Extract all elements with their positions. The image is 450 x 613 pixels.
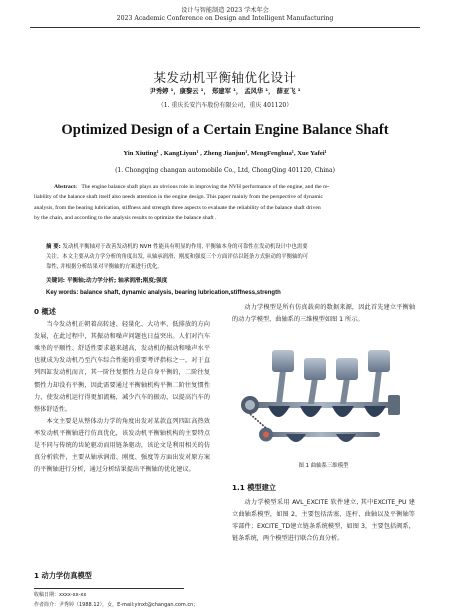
pistons-and-rods bbox=[272, 350, 390, 404]
abstract-en-line: by the chain, and according to the analysis results to optimize the balance shaft . bbox=[34, 214, 217, 221]
conference-header-en: 2023 Academic Conference on Design and Intelligent Manufacturing bbox=[116, 15, 334, 22]
authors-en: Yin Xiuting¹ , KangLiyun¹ , Zheng Jianjun¹, MengFenghua¹, Xue Yafei¹ bbox=[123, 150, 327, 157]
authors-cn: 尹秀婷 ¹，康黎云 ¹， 郑建军 ¹， 孟风华 ¹， 薛亚飞 ¹ bbox=[149, 88, 301, 95]
left-column bbox=[34, 306, 210, 476]
paper-title-en: Optimized Design of a Certain Engine Balance Shaft bbox=[61, 122, 389, 138]
affiliation-en: (1. Chongqing changan automobile Co., Ltd, ChongQing 401120, China) bbox=[115, 167, 335, 174]
right-column-bottom bbox=[232, 497, 415, 545]
keywords-en: Key words: balance shaft, dynamic analysis, bearing lubrication,stiffness,strength bbox=[46, 290, 281, 296]
footnote-author: 作者简介：尹秀婷（1988.12），女，E-mail:yinxt@changan.com.cn； bbox=[34, 602, 199, 608]
drive-chain bbox=[250, 414, 266, 428]
abstract-en-line: liability of the balance shaft itself also needs attention in the engine design. This paper mainly from the perspective of dynamic bbox=[34, 194, 324, 201]
section-heading-1: 1 动力学仿真模型 bbox=[34, 571, 92, 580]
abstract-cn-label: 摘 要: bbox=[46, 244, 61, 250]
crankshaft-figure bbox=[238, 340, 406, 452]
right-column-top bbox=[232, 302, 415, 326]
keywords-cn: 关键词: 平衡轴;动力学分析; 轴承润滑;刚度;强度 bbox=[46, 278, 168, 284]
abstract-cn-line: 关注。本文主要从动力学分析的角度出发, 从轴承润滑、刚度和强度三个方面评估以链条方式驱动的平衡轴的可 bbox=[46, 254, 309, 260]
affiliation-cn: （1. 重庆长安汽车股份有限公司，重庆 401120） bbox=[157, 102, 293, 109]
section-heading-0: 0 概述 bbox=[34, 307, 56, 316]
footnote-rule bbox=[34, 588, 184, 589]
figure-caption: 图 1 曲轴系三维模型 bbox=[298, 463, 349, 469]
paragraph-model-build: 动力学模型采用 AVL_EXCITE 软件建立, 其中EXCITE_PU 建立曲轴系模型，如图 2，主要包括活塞、连杆、曲轴以及平衡轴等零部件；EXCITE_TD建立链条系统模型，如图 3，主要包括阀系，链条系统，两个模型进行联合仿真分析。 bbox=[232, 499, 415, 543]
paragraph-scope: 本文主要是从整体动力学的角度出发对某款直列四缸高热效率发动机平衡轴进行仿真优化，该发动机平衡轴机构的主要特点是不同与传统的齿轮驱动而用链条驱动，该论文是利用相关的仿真分析软件，主要从轴承润滑、刚度、强度等方面出发对原方案的平衡轴进行分析，通过分析结果提出平衡轴的优化建议。 bbox=[34, 417, 211, 474]
conference-header-cn: 设计与智能制造 2023 学术年会 bbox=[181, 7, 269, 14]
abstract-cn-line: 发动机平衡轴对于改善发动机的 NVH 性能具有明显的作用, 平衡轴本身的可靠性在发动机设计中也需要 bbox=[62, 244, 308, 250]
paragraph-model-intro: 动力学模型是所有仿真载荷的数据来源，因此首先建立平衡轴的动力学模型，曲轴系的三维模型如图 1 所示。 bbox=[232, 304, 416, 324]
abstract-cn bbox=[46, 242, 406, 272]
balance-shaft bbox=[259, 428, 380, 443]
abstract-en-label: Abstract: bbox=[54, 184, 78, 190]
abstract-en-line: The engine balance shaft plays an obvious role in improving the NVH performance of the engine, and the re- bbox=[81, 184, 330, 190]
abstract-en bbox=[34, 182, 416, 223]
abstract-cn-line: 靠性, 并根据分析结果对平衡轴的方案进行优化。 bbox=[46, 264, 163, 270]
header-rule bbox=[30, 27, 420, 28]
paragraph-overview: 当今发动机正朝着高转速、轻量化、大功率、低排放的方向发展，在此过程中，其振动和噪声问题也日益突出。人们对汽车乘坐的平顺性、舒适性要求越来越高，发动机的振动和噪声水平也就成为发动机乃至汽车综合性能的重要考评指标之一，对于直列四缸发动机而言，其一阶往复惯性力是自身平衡的，二阶往复惯性力却没有平衡，因此需要通过平衡轴机构平衡二阶往复惯性力，使发动机运行得更加流畅，减少汽车的振动，以提高汽车的整体舒适性。 bbox=[34, 321, 211, 413]
abstract-en-line: analysis, from the bearing lubrication, stiffness and strength three aspects to evaluate the reliability of the balance shaft driven bbox=[34, 204, 321, 211]
paper-title-cn: 某发动机平衡轴优化设计 bbox=[153, 70, 297, 85]
footnote-received: 收稿日期：xxxx-xx-xx bbox=[34, 592, 87, 598]
section-heading-1-1: 1.1 模型建立 bbox=[232, 483, 276, 492]
